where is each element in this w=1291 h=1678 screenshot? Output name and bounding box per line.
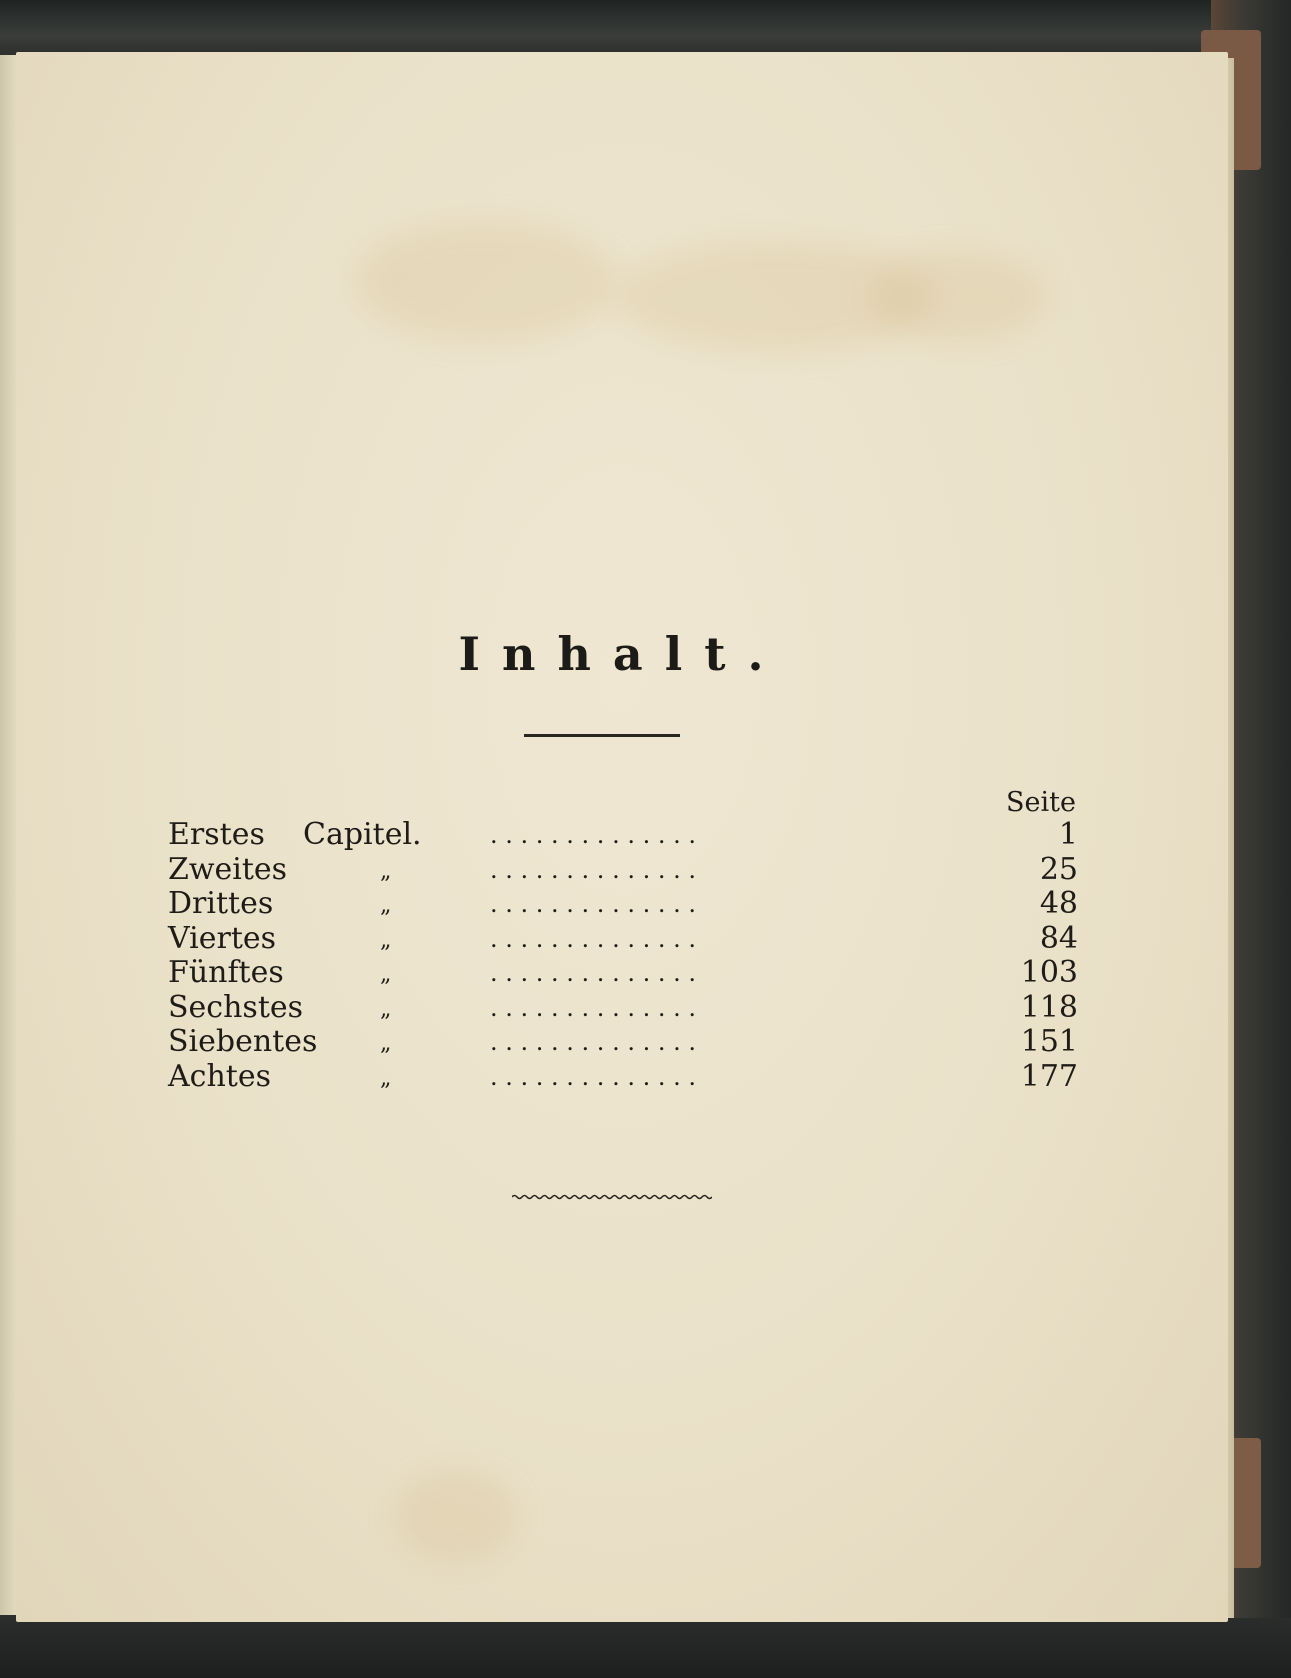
foxing-stain [356, 222, 616, 342]
page-number: 25 [1039, 851, 1078, 887]
toc-entry [168, 1060, 1078, 1095]
chapter-name: Sechstes [168, 989, 304, 1025]
ditto-mark: „ [380, 927, 392, 953]
page-number: 84 [1039, 920, 1078, 956]
page-title: Inhalt. [458, 627, 786, 681]
chapter-name: Drittes [168, 886, 274, 921]
page-number: 48 [1039, 886, 1078, 921]
ditto-mark: „ [380, 893, 392, 918]
dot-leader: . . . . . . . . . . . . . . [490, 855, 696, 884]
chapter-name: Achtes [168, 1058, 271, 1094]
ditto-mark: „ [380, 858, 392, 884]
ditto-mark: „ [380, 1065, 392, 1091]
chapter-label: Capitel. [303, 817, 422, 852]
toc-entry [168, 853, 1078, 888]
chapter-name: Siebentes [168, 1024, 318, 1059]
toc-entry [168, 887, 1078, 922]
dot-leader: . . . . . . . . . . . . . . [490, 1062, 696, 1091]
page-number: 1 [1058, 817, 1078, 852]
page-number: 118 [1020, 989, 1078, 1025]
page-number: 103 [1020, 955, 1078, 990]
chapter-name: Erstes [168, 817, 265, 852]
dot-leader: . . . . . . . . . . . . . . [490, 993, 696, 1022]
dot-leader: . . . . . . . . . . . . . . [490, 890, 696, 918]
column-header-seite: Seite [1006, 787, 1076, 818]
page-number: 151 [1020, 1024, 1078, 1059]
dot-leader: . . . . . . . . . . . . . . [490, 959, 696, 987]
book-cover-top [0, 0, 1291, 60]
foxing-stain [396, 1472, 516, 1562]
toc-entry [168, 956, 1078, 991]
page-number: 177 [1020, 1058, 1078, 1094]
chapter-name: Viertes [168, 920, 277, 956]
book-page [16, 52, 1228, 1622]
toc-entry [168, 818, 1078, 853]
ditto-mark: „ [380, 996, 392, 1022]
chapter-name: Fünftes [168, 955, 284, 990]
foxing-stain [866, 252, 1046, 342]
title-rule [524, 734, 680, 737]
dot-leader: . . . . . . . . . . . . . . [490, 924, 696, 953]
toc-entry [168, 1025, 1078, 1060]
toc-entry [168, 991, 1078, 1026]
ditto-mark: „ [380, 962, 392, 987]
table-of-contents [168, 818, 1078, 1094]
toc-entry [168, 922, 1078, 957]
dot-leader: . . . . . . . . . . . . . . [490, 1028, 696, 1056]
ditto-mark: „ [380, 1031, 392, 1056]
wavy-end-rule [512, 1194, 712, 1200]
chapter-name: Zweites [168, 851, 288, 887]
dot-leader: . . . . . . . . . . . . . . [490, 821, 696, 849]
book-cover-bottom [0, 1618, 1291, 1678]
